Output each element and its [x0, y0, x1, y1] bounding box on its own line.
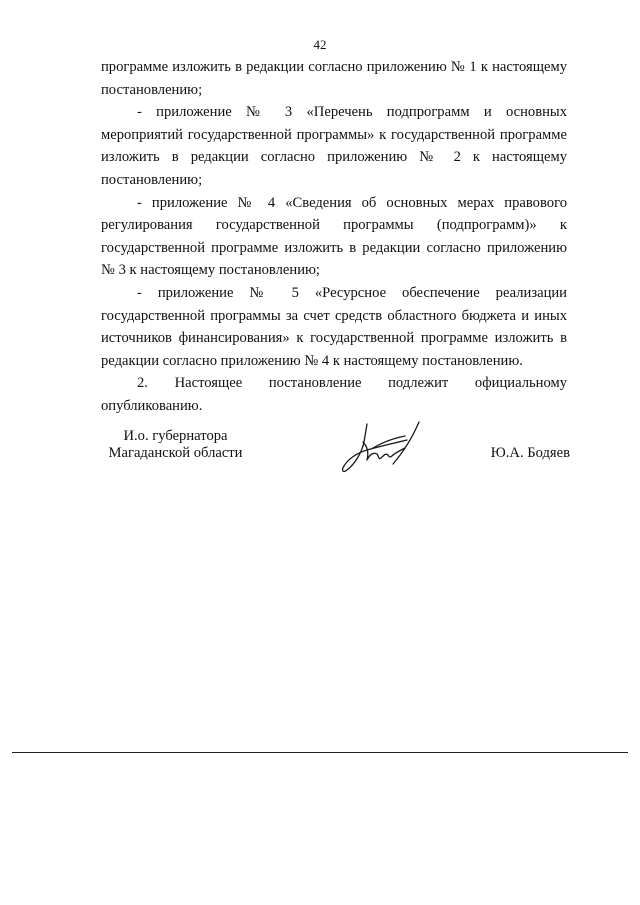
handwritten-signature: [333, 420, 433, 476]
page-number: 42: [313, 37, 327, 52]
document-body: [101, 56, 567, 418]
signer-title: [103, 428, 248, 462]
paragraph-appendix-4: - приложение № 4 «Сведения об основных мерах правового регулирования государственной программы (подпрограмм)» к государственной программе изложить в редакции согласно приложению № 3 к настоящему постановлению;: [101, 194, 567, 279]
paragraph-appendix-5: - приложение № 5 «Ресурсное обеспечение реализации государственной программы за счет средств областного бюджета и иных источников финансирования» к государственной программе изложить в редакции согласно приложению № 4 к настоящему постановлению.: [101, 284, 567, 369]
signer-title-line-2: Магаданской области: [108, 445, 243, 461]
paragraph-continuation: программе изложить в редакции согласно приложению № 1 к настоящему постановлению;: [101, 59, 567, 98]
paragraph-publication: 2. Настоящее постановление подлежит официальному опубликованию.: [101, 375, 567, 414]
paragraph-appendix-3: - приложение № 3 «Перечень подпрограмм и основных мероприятий государственной программы» к государственной программе изложить в редакции согласно приложению № 2 к настоящему постановлению;: [101, 104, 567, 188]
signer-title-line-1: И.о. губернатора: [123, 428, 228, 444]
signer-name: Ю.А. Бодяев: [490, 445, 570, 461]
signature-block: [0, 420, 640, 510]
bottom-rule: [12, 752, 628, 753]
